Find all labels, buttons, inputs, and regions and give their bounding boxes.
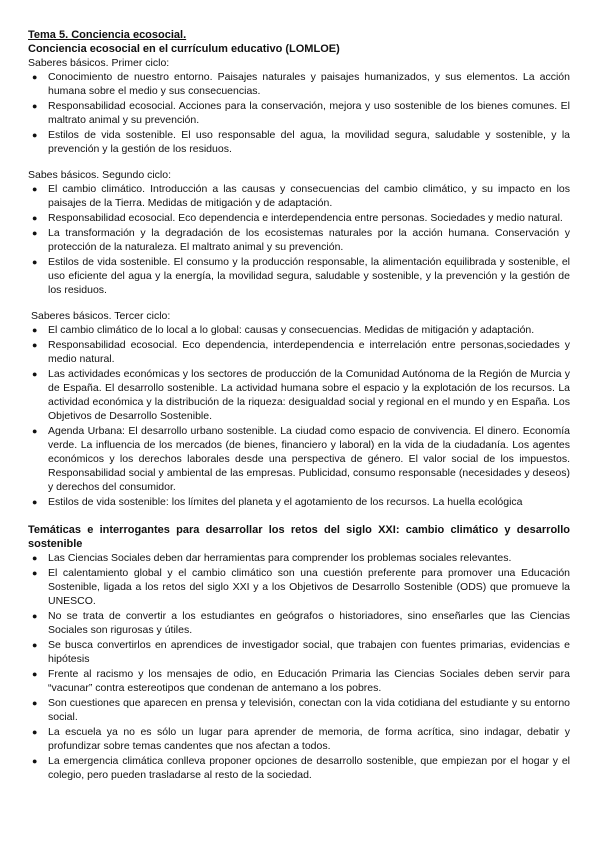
list-item-text: Las actividades económicas y los sectores de producción de la Comunidad Autónoma de la Región de Murcia y de España. El desarrollo sostenible. La actividad humana sobre el espacio y la explotación de los recursos. La actividad económica y la distribución de la riqueza: desigualdad social y regional en el mundo y en España. Los Objetivos de Desarrollo Sostenible. [48, 368, 570, 422]
bullet-icon: ● [32, 101, 38, 111]
bullet-icon: ● [32, 340, 38, 350]
list-item [28, 323, 570, 337]
ciclo1-heading: Saberes básicos. Primer ciclo: [28, 57, 170, 69]
list-item-text: No se trata de convertir a los estudiantes en geógrafos o historiadores, sino enseñarles que las Ciencias Sociales son rigurosas y útiles. [48, 610, 570, 636]
bullet-icon: ● [32, 426, 38, 436]
bullet-icon: ● [32, 698, 38, 708]
list-item [28, 638, 570, 666]
ciclo1-list [28, 70, 570, 156]
list-item [28, 725, 570, 753]
list-item-text: Estilos de vida sostenible: los límites del planeta y el agotamiento de los recursos. La huella ecológica [48, 496, 523, 508]
ciclo3-list [28, 323, 570, 509]
list-item [28, 551, 570, 565]
document-subtitle: Conciencia ecosocial en el currículum educativo (LOMLOE) [28, 43, 340, 55]
bullet-icon: ● [32, 130, 38, 140]
tematicas-list [28, 551, 570, 782]
list-item-text: Se busca convertirlos en aprendices de investigador social, que trabajen con fuentes primarias, evidencias e hipótesis [48, 639, 570, 665]
ciclo3-heading: Saberes básicos. Tercer ciclo: [31, 310, 171, 322]
list-item-text: La transformación y la degradación de los ecosistemas naturales por la acción humana. Conservación y protección de la naturaleza. El maltrato animal y su prevención. [48, 227, 570, 253]
list-item [28, 255, 570, 297]
list-item-text: Responsabilidad ecosocial. Eco dependencia, interdependencia e interrelación entre personas,sociedades y medio natural. [48, 339, 570, 365]
list-item-text: Son cuestiones que aparecen en prensa y televisión, conectan con la vida cotidiana del estudiante y su entorno social. [48, 697, 570, 723]
bullet-icon: ● [32, 257, 38, 267]
list-item-text: La emergencia climática conlleva proponer opciones de desarrollo sostenible, que empiezan por el hogar y el colegio, pero pueden trasladarse al resto de la sociedad. [48, 755, 570, 781]
list-item-text: Estilos de vida sostenible. El uso responsable del agua, la movilidad segura, saludable y sostenible, y la prevención y la gestión de los residuos. [48, 129, 570, 155]
list-item [28, 367, 570, 423]
list-item [28, 226, 570, 254]
ciclo2-heading: Sabes básicos. Segundo ciclo: [28, 169, 172, 181]
list-item-text: Agenda Urbana: El desarrollo urbano sostenible. La ciudad como espacio de convivencia. El dinero. Economía verde. La influencia de los mercados (de bienes, financiero y laboral) en la vida de la ciudadanía. Los agentes económicos y los derechos laborales desde una perspectiva de género. El valor social de los impuestos. Responsabilidad social y ambiental de las empresas. Publicidad, consumo responsable (necesidades y deseos) y derechos del consumidor. [48, 425, 570, 493]
list-item [28, 696, 570, 724]
list-item [28, 609, 570, 637]
list-item-text: El cambio climático de lo local a lo global: causas y consecuencias. Medidas de mitigación y adaptación. [48, 324, 535, 336]
list-item-text: El cambio climático. Introducción a las causas y consecuencias del cambio climático, y su impacto en los paisajes de la Tierra. Medidas de mitigación y de adaptación. [48, 183, 570, 209]
bullet-icon: ● [32, 369, 38, 379]
list-item-text: Responsabilidad ecosocial. Eco dependencia e interdependencia entre personas. Sociedades y medio natural. [48, 212, 563, 224]
bullet-icon: ● [32, 325, 38, 335]
bullet-icon: ● [32, 72, 38, 82]
list-item-text: Frente al racismo y los mensajes de odio, en Educación Primaria las Ciencias Sociales deben servir para “vacunar” contra estereotipos que condenan de antemano a los pobres. [48, 668, 570, 694]
bullet-icon: ● [32, 497, 38, 507]
ciclo2-list [28, 182, 570, 297]
list-item [28, 566, 570, 608]
list-item [28, 424, 570, 494]
bullet-icon: ● [32, 184, 38, 194]
list-item [28, 182, 570, 210]
bullet-icon: ● [32, 228, 38, 238]
list-item [28, 754, 570, 782]
bullet-icon: ● [32, 553, 38, 563]
list-item [28, 338, 570, 366]
list-item [28, 667, 570, 695]
list-item [28, 495, 570, 509]
bullet-icon: ● [32, 669, 38, 679]
bullet-icon: ● [32, 568, 38, 578]
list-item-text: La escuela ya no es sólo un lugar para aprender de memoria, de forma acrítica, sino indagar, debatir y profundizar sobre temas candentes que nos afectan a todos. [48, 726, 570, 752]
bullet-icon: ● [32, 640, 38, 650]
list-item [28, 211, 570, 225]
bullet-icon: ● [32, 727, 38, 737]
document-title: Tema 5. Conciencia ecosocial. [28, 29, 187, 41]
list-item [28, 128, 570, 156]
list-item [28, 99, 570, 127]
list-item-text: El calentamiento global y el cambio climático son una cuestión preferente para promover una Educación Sostenible, ligada a los retos del siglo XXI y a los Objetivos de Desarrollo Sostenible (ODS) que promueve la UNESCO. [48, 567, 570, 607]
bullet-icon: ● [32, 756, 38, 766]
list-item-text: Responsabilidad ecosocial. Acciones para la conservación, mejora y uso sostenible de los bienes comunes. El maltrato animal y su prevención. [48, 100, 570, 126]
list-item-text: Las Ciencias Sociales deben dar herramientas para comprender los problemas sociales relevantes. [48, 552, 512, 564]
bullet-icon: ● [32, 213, 38, 223]
list-item-text: Conocimiento de nuestro entorno. Paisajes naturales y paisajes humanizados, y sus elementos. La acción humana sobre el medio y sus consecuencias. [48, 71, 570, 97]
tematicas-heading: Temáticas e interrogantes para desarrollar los retos del siglo XXI: cambio climático y desarrollo sostenible [28, 524, 570, 550]
list-item-text: Estilos de vida sostenible. El consumo y la producción responsable, la alimentación equilibrada y sostenible, el uso eficiente del agua y la energía, la movilidad segura, saludable y sostenible, y la prevención y la gestión de los residuos. [48, 256, 570, 296]
bullet-icon: ● [32, 611, 38, 621]
list-item [28, 70, 570, 98]
